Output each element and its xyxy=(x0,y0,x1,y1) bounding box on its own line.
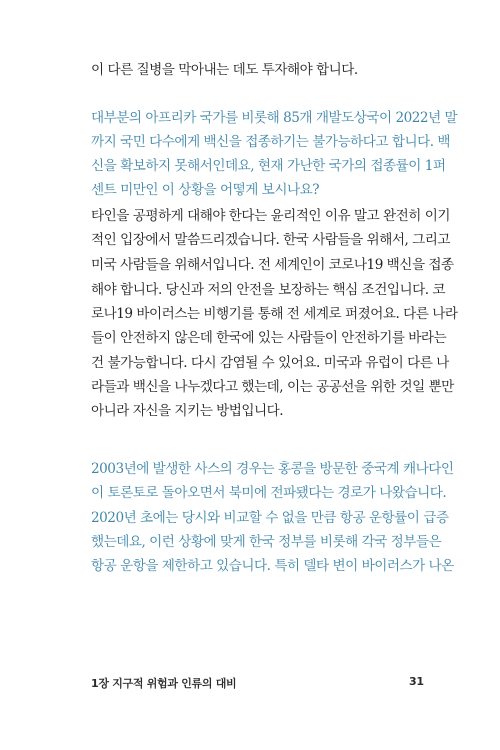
answer-line: 라들과 백신을 나누겠다고 했는데, 이는 공공선을 위한 것일 뿐만 xyxy=(91,379,454,395)
answer-line: 들이 안전하지 않은데 한국에 있는 사람들이 안전하기를 바라는 xyxy=(91,330,447,346)
answer-line: 미국 사람들을 위해서입니다. 전 세계인이 코로나19 백신을 접종 xyxy=(91,257,454,273)
question-line: 2003년에 발생한 사스의 경우는 홍콩을 방문한 중국계 캐나다인 xyxy=(91,461,454,477)
running-footer-chapter: 1장 지구적 위험과 인류의 대비 xyxy=(91,677,237,690)
answer-line: 건 불가능합니다. 다시 감염될 수 있어요. 미국과 유럽이 다른 나 xyxy=(91,355,449,371)
answer-line: 로나19 바이러스는 비행기를 통해 전 세계로 퍼졌어요. 다른 나라 xyxy=(91,306,458,322)
page-number: 31 xyxy=(409,675,424,688)
question-line: 했는데요, 이런 상황에 맞게 한국 정부를 비롯해 각국 정부들은 xyxy=(91,534,442,550)
answer-line: 이 다른 질병을 막아내는 데도 투자해야 합니다. xyxy=(91,62,358,78)
answer-line: 해야 합니다. 당신과 저의 안전을 보장하는 핵심 조건입니다. 코 xyxy=(91,282,445,298)
answer-line: 적인 입장에서 말씀드리겠습니다. 한국 사람들을 위해서, 그리고 xyxy=(91,232,450,248)
answer-line: 아니라 자신을 지키는 방법입니다. xyxy=(91,403,284,419)
question-line: 2020년 초에는 당시와 비교할 수 없을 만큼 항공 운항률이 급증 xyxy=(91,510,449,526)
question-line: 항공 운항을 제한하고 있습니다. 특히 델타 변이 바이러스가 나온 xyxy=(91,558,454,574)
question-line: 대부분의 아프리카 국가를 비롯해 85개 개발도상국이 2022년 말 xyxy=(91,110,458,126)
question-line: 센트 미만인 이 상황을 어떻게 보시나요? xyxy=(91,182,319,198)
question-line: 신을 확보하지 못해서인데요, 현재 가난한 국가의 접종률이 1퍼 xyxy=(91,158,446,174)
answer-line: 타인을 공평하게 대해야 한다는 윤리적인 이유 말고 완전히 이기 xyxy=(91,208,450,224)
question-line: 이 토론토로 돌아오면서 북미에 전파됐다는 경로가 나왔습니다. xyxy=(91,485,447,501)
question-line: 까지 국민 다수에게 백신을 접종하기는 불가능하다고 합니다. 백 xyxy=(91,134,450,150)
